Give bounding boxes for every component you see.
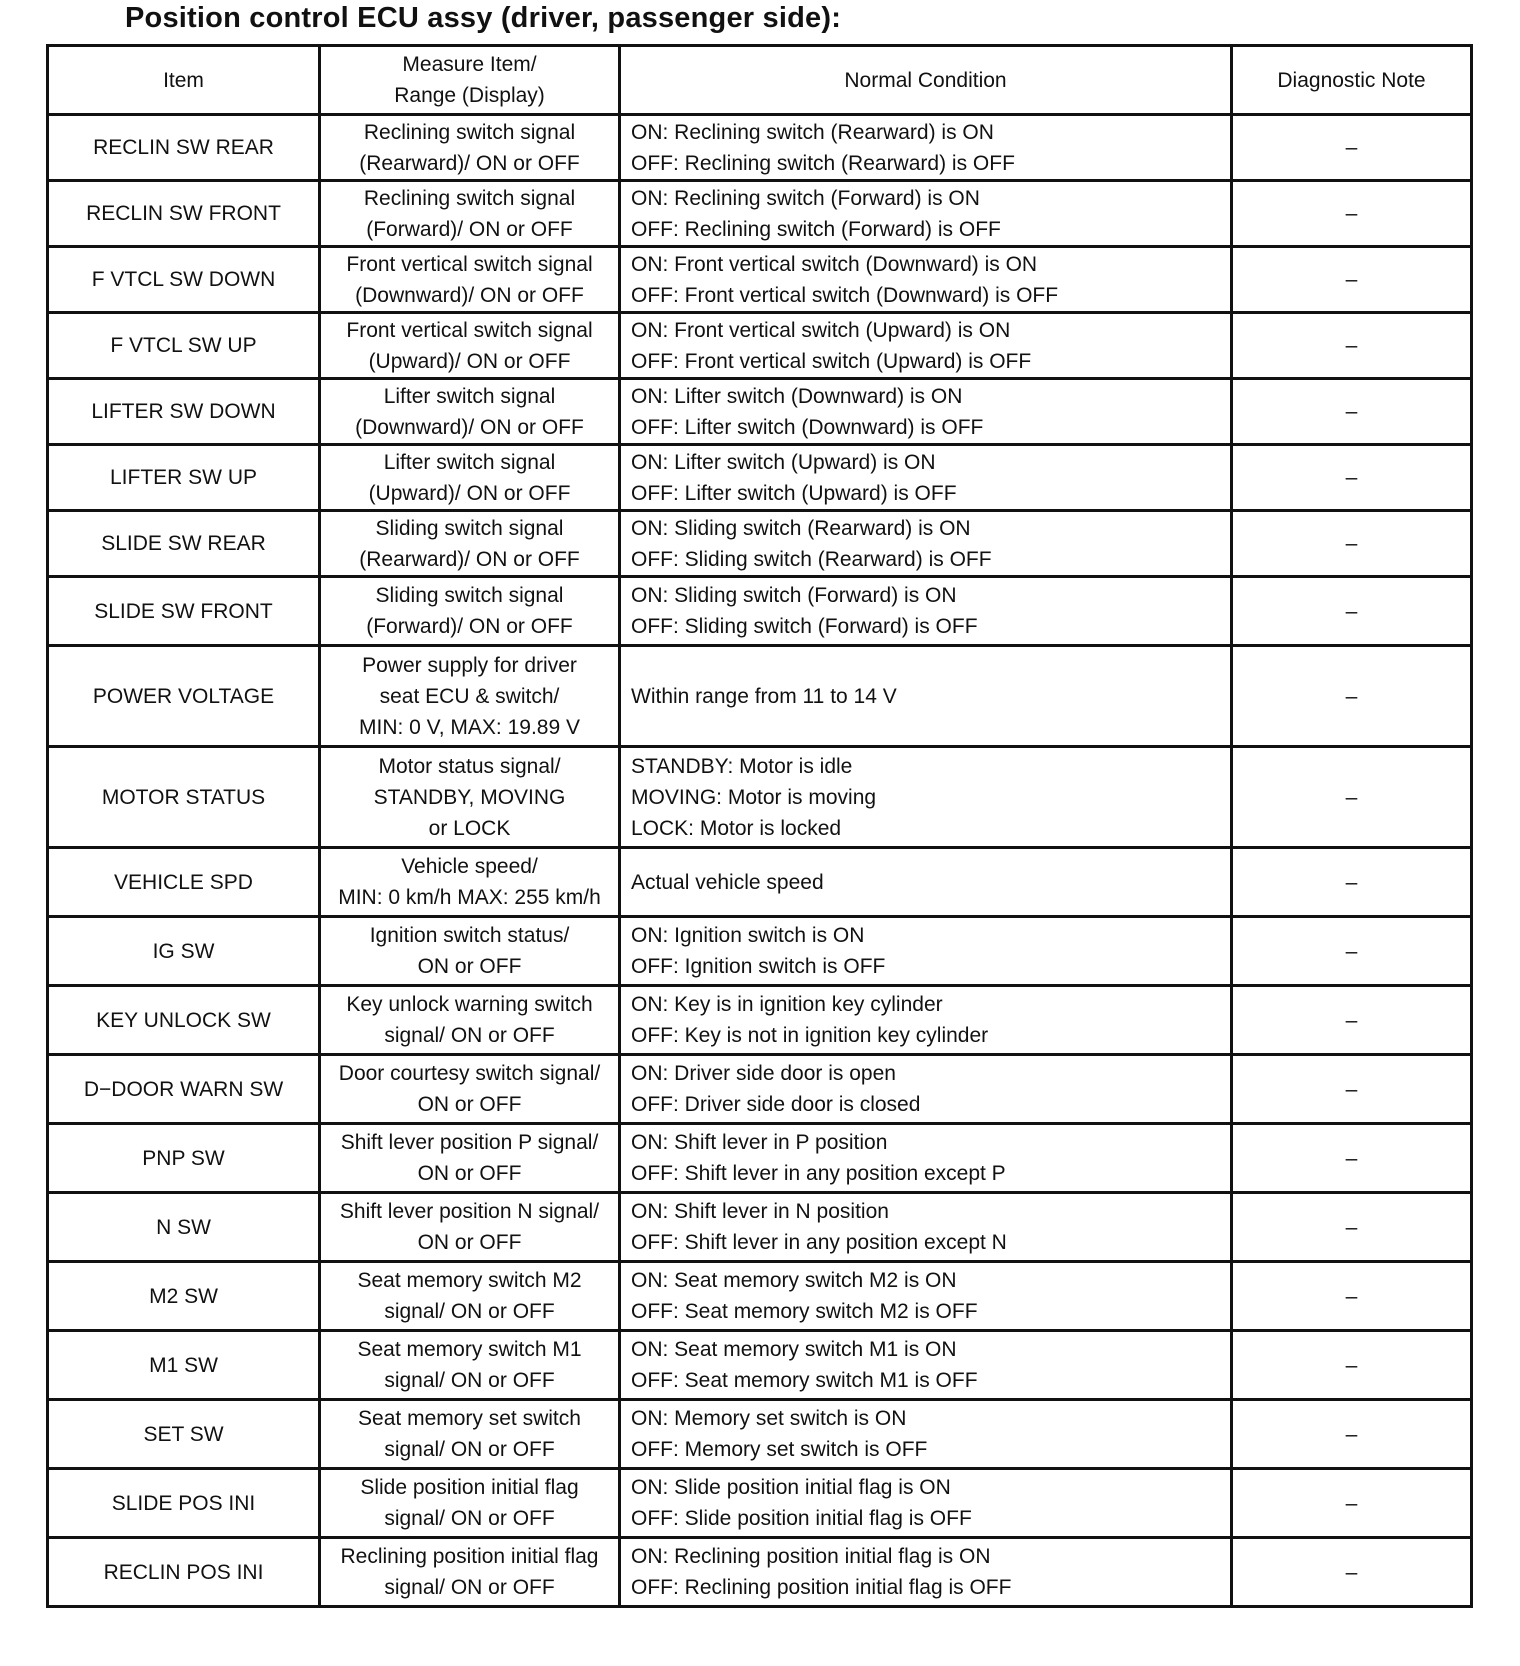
cell-range	[320, 1124, 620, 1193]
condition-line: OFF: Sliding switch (Forward) is OFF	[631, 615, 978, 638]
condition-line: OFF: Sliding switch (Rearward) is OFF	[631, 547, 992, 571]
cell-note: –	[1232, 115, 1472, 181]
cell-condition	[620, 646, 1232, 747]
range-line: Shift lever position N signal/	[339, 1200, 600, 1223]
condition-line: ON: Front vertical switch (Upward) is ON	[631, 318, 1011, 342]
range-line: or LOCK	[428, 816, 511, 840]
cell-note: –	[1232, 1124, 1472, 1193]
cell-range	[320, 313, 620, 379]
cell-item: N SW	[48, 1193, 320, 1262]
condition-line: ON: Ignition switch is ON	[631, 924, 865, 947]
cell-note: –	[1232, 848, 1472, 917]
range-line: Ignition switch status/	[369, 924, 570, 947]
cell-range	[320, 115, 620, 181]
range-line: ON or OFF	[417, 1231, 522, 1254]
range-line: Reclining position initial flag	[340, 1545, 599, 1568]
cell-item: VEHICLE SPD	[48, 848, 320, 917]
cell-condition	[620, 1055, 1232, 1124]
range-line: Reclining switch signal	[363, 186, 576, 210]
cell-condition	[620, 1400, 1232, 1469]
cell-note: –	[1232, 577, 1472, 646]
table-row	[48, 747, 1472, 848]
table-header-row	[48, 46, 1472, 115]
range-line: (Upward)/ ON or OFF	[368, 481, 571, 505]
cell-condition	[620, 747, 1232, 848]
condition-line: OFF: Reclining switch (Rearward) is OFF	[631, 151, 1015, 175]
range-line: Shift lever position P signal/	[340, 1131, 599, 1154]
cell-range	[320, 1400, 620, 1469]
table-row	[48, 1331, 1472, 1400]
range-line: Sliding switch signal	[375, 516, 564, 540]
range-line: Reclining switch signal	[363, 120, 576, 144]
cell-note: –	[1232, 1262, 1472, 1331]
range-line: (Rearward)/ ON or OFF	[359, 547, 580, 571]
condition-line: OFF: Lifter switch (Upward) is OFF	[631, 481, 957, 505]
condition-line: OFF: Front vertical switch (Downward) is OFF	[631, 283, 1059, 307]
cell-item: M2 SW	[48, 1262, 320, 1331]
cell-item: RECLIN POS INI	[48, 1538, 320, 1607]
range-line: Vehicle speed/	[401, 855, 538, 878]
cell-range	[320, 511, 620, 577]
table-row	[48, 1469, 1472, 1538]
header-condition: Normal Condition	[620, 46, 1232, 115]
cell-note: –	[1232, 247, 1472, 313]
header-note: Diagnostic Note	[1232, 46, 1472, 115]
cell-range	[320, 445, 620, 511]
condition-line: ON: Sliding switch (Forward) is ON	[631, 584, 957, 607]
condition-line: ON: Front vertical switch (Downward) is ON	[631, 252, 1038, 276]
cell-range	[320, 1193, 620, 1262]
cell-note: –	[1232, 379, 1472, 445]
table-row	[48, 313, 1472, 379]
condition-line: ON: Memory set switch is ON	[631, 1407, 907, 1430]
table-row	[48, 577, 1472, 646]
range-line: Slide position initial flag	[360, 1476, 579, 1499]
range-line: STANDBY, MOVING	[373, 785, 566, 809]
range-line: (Forward)/ ON or OFF	[366, 217, 573, 241]
cell-condition	[620, 1331, 1232, 1400]
cell-condition	[620, 577, 1232, 646]
range-line: Front vertical switch signal	[346, 252, 593, 276]
cell-item: LIFTER SW UP	[48, 445, 320, 511]
cell-condition	[620, 115, 1232, 181]
table-row	[48, 917, 1472, 986]
condition-line: ON: Slide position initial flag is ON	[631, 1476, 951, 1499]
condition-line: OFF: Reclining position initial flag is OFF	[631, 1576, 1012, 1599]
condition-line: OFF: Front vertical switch (Upward) is OFF	[631, 349, 1032, 373]
range-line: Door courtesy switch signal/	[338, 1062, 601, 1085]
range-line: (Downward)/ ON or OFF	[355, 415, 584, 439]
cell-range	[320, 1055, 620, 1124]
range-line: (Rearward)/ ON or OFF	[359, 151, 580, 175]
range-line: seat ECU & switch/	[379, 684, 560, 708]
table-row	[48, 445, 1472, 511]
range-line: signal/ ON or OFF	[384, 1438, 555, 1461]
condition-line: Actual vehicle speed	[631, 870, 824, 894]
cell-condition	[620, 313, 1232, 379]
cell-range	[320, 646, 620, 747]
range-line: Key unlock warning switch	[346, 993, 593, 1016]
cell-note: –	[1232, 646, 1472, 747]
cell-note: –	[1232, 1469, 1472, 1538]
condition-line: OFF: Seat memory switch M2 is OFF	[631, 1300, 978, 1323]
cell-item: PNP SW	[48, 1124, 320, 1193]
table-row	[48, 511, 1472, 577]
table-row	[48, 986, 1472, 1055]
table-row	[48, 1400, 1472, 1469]
cell-note: –	[1232, 1193, 1472, 1262]
cell-condition	[620, 1469, 1232, 1538]
condition-line: OFF: Key is not in ignition key cylinder	[631, 1024, 989, 1047]
condition-line: OFF: Memory set switch is OFF	[631, 1438, 928, 1461]
table-row	[48, 181, 1472, 247]
range-line: Seat memory switch M1	[357, 1338, 582, 1361]
cell-note: –	[1232, 1055, 1472, 1124]
condition-line: ON: Lifter switch (Downward) is ON	[631, 384, 963, 408]
cell-note: –	[1232, 511, 1472, 577]
condition-line: ON: Lifter switch (Upward) is ON	[631, 450, 936, 474]
cell-condition	[620, 917, 1232, 986]
range-line: signal/ ON or OFF	[384, 1024, 555, 1047]
cell-condition	[620, 1193, 1232, 1262]
cell-item: RECLIN SW FRONT	[48, 181, 320, 247]
cell-item: SLIDE SW REAR	[48, 511, 320, 577]
cell-condition	[620, 181, 1232, 247]
range-line: ON or OFF	[417, 955, 522, 978]
page-title: Position control ECU assy (driver, passenger side):	[125, 2, 842, 34]
cell-note: –	[1232, 181, 1472, 247]
range-line: MIN: 0 km/h MAX: 255 km/h	[338, 886, 601, 909]
cell-item: LIFTER SW DOWN	[48, 379, 320, 445]
header-item: Item	[48, 46, 320, 115]
range-line: Motor status signal/	[378, 754, 561, 778]
cell-condition	[620, 1262, 1232, 1331]
cell-note: –	[1232, 445, 1472, 511]
cell-range	[320, 917, 620, 986]
header-range	[320, 46, 620, 115]
cell-range	[320, 247, 620, 313]
condition-line: ON: Seat memory switch M2 is ON	[631, 1269, 957, 1292]
range-line: MIN: 0 V, MAX: 19.89 V	[359, 715, 580, 739]
condition-line: OFF: Shift lever in any position except P	[631, 1162, 1006, 1185]
condition-line: OFF: Driver side door is closed	[631, 1093, 921, 1116]
table-row	[48, 1262, 1472, 1331]
cell-note: –	[1232, 1331, 1472, 1400]
condition-line: ON: Reclining switch (Forward) is ON	[631, 186, 980, 210]
condition-line: OFF: Lifter switch (Downward) is OFF	[631, 415, 984, 439]
table-row	[48, 646, 1472, 747]
range-line: ON or OFF	[417, 1093, 522, 1116]
cell-item: SET SW	[48, 1400, 320, 1469]
cell-item: KEY UNLOCK SW	[48, 986, 320, 1055]
cell-note: –	[1232, 1400, 1472, 1469]
table-row	[48, 1055, 1472, 1124]
condition-line: OFF: Seat memory switch M1 is OFF	[631, 1369, 978, 1392]
range-line: Sliding switch signal	[375, 584, 564, 607]
range-line: Seat memory set switch	[358, 1407, 581, 1430]
cell-item: D−DOOR WARN SW	[48, 1055, 320, 1124]
cell-range	[320, 848, 620, 917]
range-line: signal/ ON or OFF	[384, 1369, 555, 1392]
cell-condition	[620, 986, 1232, 1055]
cell-item: RECLIN SW REAR	[48, 115, 320, 181]
cell-range	[320, 181, 620, 247]
cell-condition	[620, 848, 1232, 917]
condition-line: OFF: Shift lever in any position except N	[631, 1231, 1007, 1254]
cell-item: F VTCL SW UP	[48, 313, 320, 379]
cell-condition	[620, 511, 1232, 577]
range-line: signal/ ON or OFF	[384, 1300, 555, 1323]
range-line: Power supply for driver	[362, 653, 577, 677]
condition-line: OFF: Ignition switch is OFF	[631, 955, 886, 978]
cell-item: SLIDE POS INI	[48, 1469, 320, 1538]
condition-line: MOVING: Motor is moving	[631, 785, 877, 809]
cell-condition	[620, 1124, 1232, 1193]
cell-note: –	[1232, 1538, 1472, 1607]
range-line: (Downward)/ ON or OFF	[355, 283, 584, 307]
condition-line: ON: Shift lever in P position	[631, 1131, 888, 1154]
cell-item: F VTCL SW DOWN	[48, 247, 320, 313]
table-row	[48, 115, 1472, 181]
range-line: Lifter switch signal	[383, 450, 556, 474]
table-row	[48, 1538, 1472, 1607]
diagnostic-table	[46, 44, 1473, 1608]
cell-item: POWER VOLTAGE	[48, 646, 320, 747]
cell-note: –	[1232, 986, 1472, 1055]
header-range-line: Measure Item/	[402, 53, 537, 76]
condition-line: ON: Reclining switch (Rearward) is ON	[631, 120, 994, 144]
cell-item: IG SW	[48, 917, 320, 986]
cell-note: –	[1232, 747, 1472, 848]
range-line: ON or OFF	[417, 1162, 522, 1185]
condition-line: ON: Reclining position initial flag is ON	[631, 1545, 991, 1568]
range-line: Lifter switch signal	[383, 384, 556, 408]
condition-line: ON: Driver side door is open	[631, 1062, 896, 1085]
table-row	[48, 848, 1472, 917]
table-row	[48, 1193, 1472, 1262]
condition-line: STANDBY: Motor is idle	[631, 754, 853, 778]
condition-line: ON: Shift lever in N position	[631, 1200, 889, 1223]
range-line: signal/ ON or OFF	[384, 1507, 555, 1530]
cell-item: M1 SW	[48, 1331, 320, 1400]
range-line: (Upward)/ ON or OFF	[368, 349, 571, 373]
range-line: (Forward)/ ON or OFF	[366, 615, 573, 638]
cell-note: –	[1232, 917, 1472, 986]
cell-range	[320, 379, 620, 445]
condition-line: OFF: Slide position initial flag is OFF	[631, 1507, 972, 1530]
range-line: Seat memory switch M2	[357, 1269, 582, 1292]
cell-range	[320, 1469, 620, 1538]
cell-condition	[620, 445, 1232, 511]
cell-condition	[620, 1538, 1232, 1607]
range-line: Front vertical switch signal	[346, 318, 593, 342]
cell-condition	[620, 379, 1232, 445]
cell-item: SLIDE SW FRONT	[48, 577, 320, 646]
cell-range	[320, 986, 620, 1055]
condition-line: LOCK: Motor is locked	[631, 816, 842, 840]
cell-range	[320, 1262, 620, 1331]
condition-line: Within range from 11 to 14 V	[631, 684, 897, 708]
table-row	[48, 379, 1472, 445]
table-row	[48, 247, 1472, 313]
cell-range	[320, 747, 620, 848]
condition-line: OFF: Reclining switch (Forward) is OFF	[631, 217, 1001, 241]
condition-line: ON: Sliding switch (Rearward) is ON	[631, 516, 971, 540]
cell-range	[320, 1331, 620, 1400]
cell-range	[320, 1538, 620, 1607]
cell-note: –	[1232, 313, 1472, 379]
header-range-line: Range (Display)	[394, 84, 545, 107]
table-body	[48, 115, 1472, 1607]
cell-range	[320, 577, 620, 646]
condition-line: ON: Key is in ignition key cylinder	[631, 993, 943, 1016]
table-row	[48, 1124, 1472, 1193]
cell-item: MOTOR STATUS	[48, 747, 320, 848]
cell-condition	[620, 247, 1232, 313]
condition-line: ON: Seat memory switch M1 is ON	[631, 1338, 957, 1361]
range-line: signal/ ON or OFF	[384, 1576, 555, 1599]
